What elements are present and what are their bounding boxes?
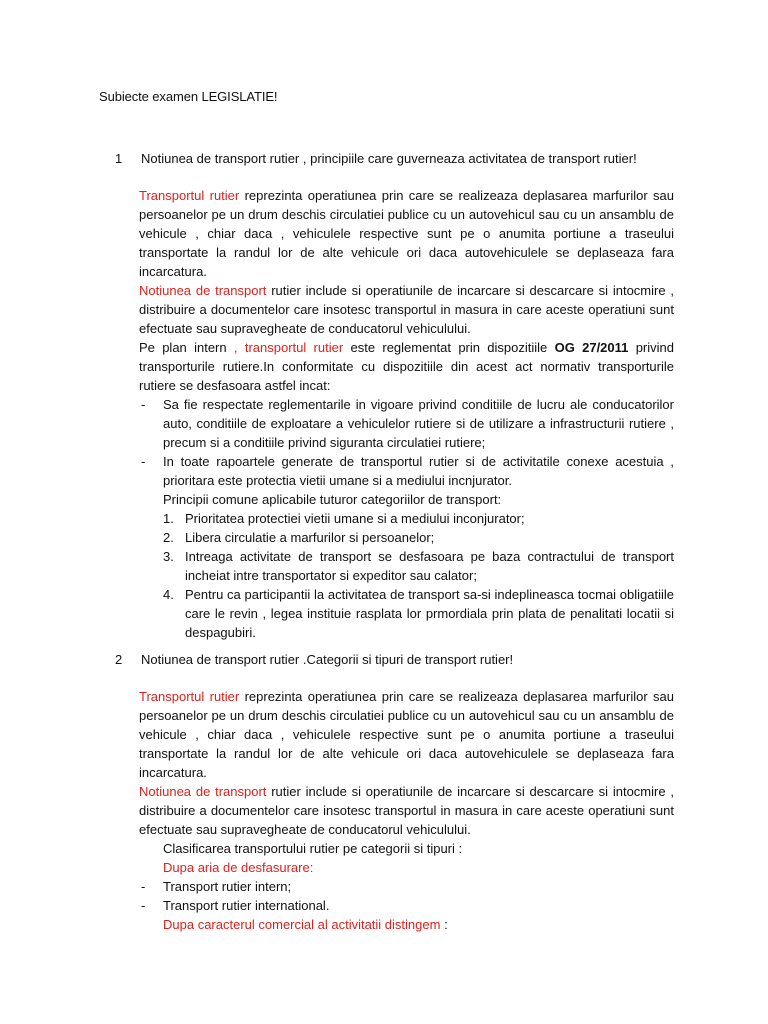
paragraph	[139, 782, 674, 839]
question-text: Notiunea de transport rutier , principiile care guverneaza activitatea de transport rutier!	[141, 151, 637, 166]
list-number: 4.	[163, 587, 174, 602]
list-item	[139, 528, 674, 547]
highlight-term: Transportul rutier	[139, 188, 240, 203]
category-suffix: :	[440, 917, 448, 932]
paragraph-text: Pe plan intern	[139, 340, 234, 355]
list-item-text: Intreaga activitate de transport se desfasoara pe baza contractului de transport incheiat intre transportator si expeditor sau calator;	[185, 549, 674, 583]
list-item	[139, 509, 674, 528]
list-item-text: Transport rutier intern;	[163, 879, 292, 894]
list-item-text: Transport rutier international.	[163, 898, 330, 913]
highlight-term: , transportul rutier	[233, 340, 344, 355]
list-item-text: Sa fie respectate reglementarile in vigoare privind conditiile de lucru ale conducatorilor auto, conditiile de exploatare a vehiculelor rutiere si de utilizare a infrastructurii rutiere , precum si a conditiile privind siguranta circulatiei rutiere;	[163, 397, 674, 450]
paragraph-text: este reglementat prin dispozitiile	[343, 340, 555, 355]
list-item-text: Pentru ca participantii la activitatea de transport sa-si indeplineasca tocmai obligatiile care le revin , legea instituie rasplata lor prmordiala prin plata de penalitati locatii si despagubiri.	[185, 587, 674, 640]
document-title: Subiecte examen LEGISLATIE!	[99, 89, 278, 104]
list-item: - Transport rutier international.	[141, 898, 330, 913]
category-label: Dupa caracterul comercial al activitatii distingem	[163, 917, 441, 932]
list-item-text: Prioritatea protectiei vietii umane si a mediului inconjurator;	[185, 511, 525, 526]
list-item: - In toate rapoartele generate de transportul rutier si de activitatile conexe acestuia , prioritara este protectia vietii umane si a mediului incnjurator.	[141, 454, 674, 488]
law-reference: OG 27/2011	[554, 340, 629, 355]
question-number: 2	[115, 652, 123, 667]
list-item: - Transport rutier intern;	[141, 879, 292, 894]
question-number: 1	[115, 151, 123, 166]
category-line	[139, 915, 674, 934]
highlight-term: Transportul rutier	[139, 689, 240, 704]
list-item-text: Libera circulatie a marfurilor si persoanelor;	[185, 530, 435, 545]
list-item	[139, 547, 674, 585]
list-item: - Sa fie respectate reglementarile in vigoare privind conditiile de lucru ale conducatorilor auto, conditiile de exploatare a vehiculelor rutiere si de utilizare a infrastructurii rutiere , precum si a conditiile privind siguranta circulatiei rutiere;	[141, 397, 674, 450]
paragraph-text: reprezinta operatiunea prin care se realizeaza deplasarea marfurilor sau persoanelor pe un drum deschis circulatiei publice cu un autovehicul sau cu un ansamblu de vehicule , chiar daca , vehiculele respective sunt pe o anumita portiune a traseului transportate la randul lor de alte vehicule ori daca autovehiculele se deplaseaza fara incarcatura.	[139, 188, 674, 279]
list-number: 3.	[163, 549, 174, 564]
paragraph	[139, 338, 674, 395]
highlight-term: Notiunea de transport	[139, 784, 267, 799]
list-item-text: In toate rapoartele generate de transportul rutier si de activitatile conexe acestuia , prioritara este protectia vietii umane si a mediului incnjurator.	[163, 454, 674, 488]
principles-intro: Principii comune aplicabile tuturor categoriilor de transport:	[163, 492, 502, 507]
paragraph	[139, 281, 674, 338]
category-label: Dupa aria de desfasurare:	[163, 860, 314, 875]
list-item	[139, 585, 674, 642]
paragraph-text: rutier include si operatiunile de incarcare si descarcare si intocmire , distribuire a documentelor care insotesc transportul in masura in care aceste operatiuni sunt efectuate sau supravegheate de conducatorul vehiculului.	[139, 283, 674, 336]
paragraph	[139, 687, 674, 782]
question-text: Notiunea de transport rutier .Categorii si tipuri de transport rutier!	[141, 652, 514, 667]
question-1-body	[139, 186, 674, 642]
classification-intro: Clasificarea transportului rutier pe categorii si tipuri :	[163, 841, 463, 856]
question-1-heading	[115, 151, 637, 166]
paragraph-text: reprezinta operatiunea prin care se realizeaza deplasarea marfurilor sau persoanelor pe un drum deschis circulatiei publice cu un autovehicul sau cu un ansamblu de vehicule , chiar daca , vehiculele respective sunt pe o anumita portiune a traseului transportate la randul lor de alte vehicule ori daca autovehiculele se deplaseaza fara incarcatura.	[139, 689, 674, 780]
paragraph	[139, 186, 674, 281]
paragraph-text: rutier include si operatiunile de incarcare si descarcare si intocmire , distribuire a documentelor care insotesc transportul in masura in care aceste operatiuni sunt efectuate sau supravegheate de conducatorul vehiculului.	[139, 784, 674, 837]
paragraph-text: privind transporturile rutiere.In conformitate cu dispozitiile din acest act normativ transporturile rutiere se desfasoara astfel incat:	[139, 340, 674, 393]
list-number: 1.	[163, 511, 174, 526]
list-number: 2.	[163, 530, 174, 545]
question-2-body	[139, 687, 674, 934]
highlight-term: Notiunea de transport	[139, 283, 267, 298]
question-2-heading	[115, 652, 513, 667]
